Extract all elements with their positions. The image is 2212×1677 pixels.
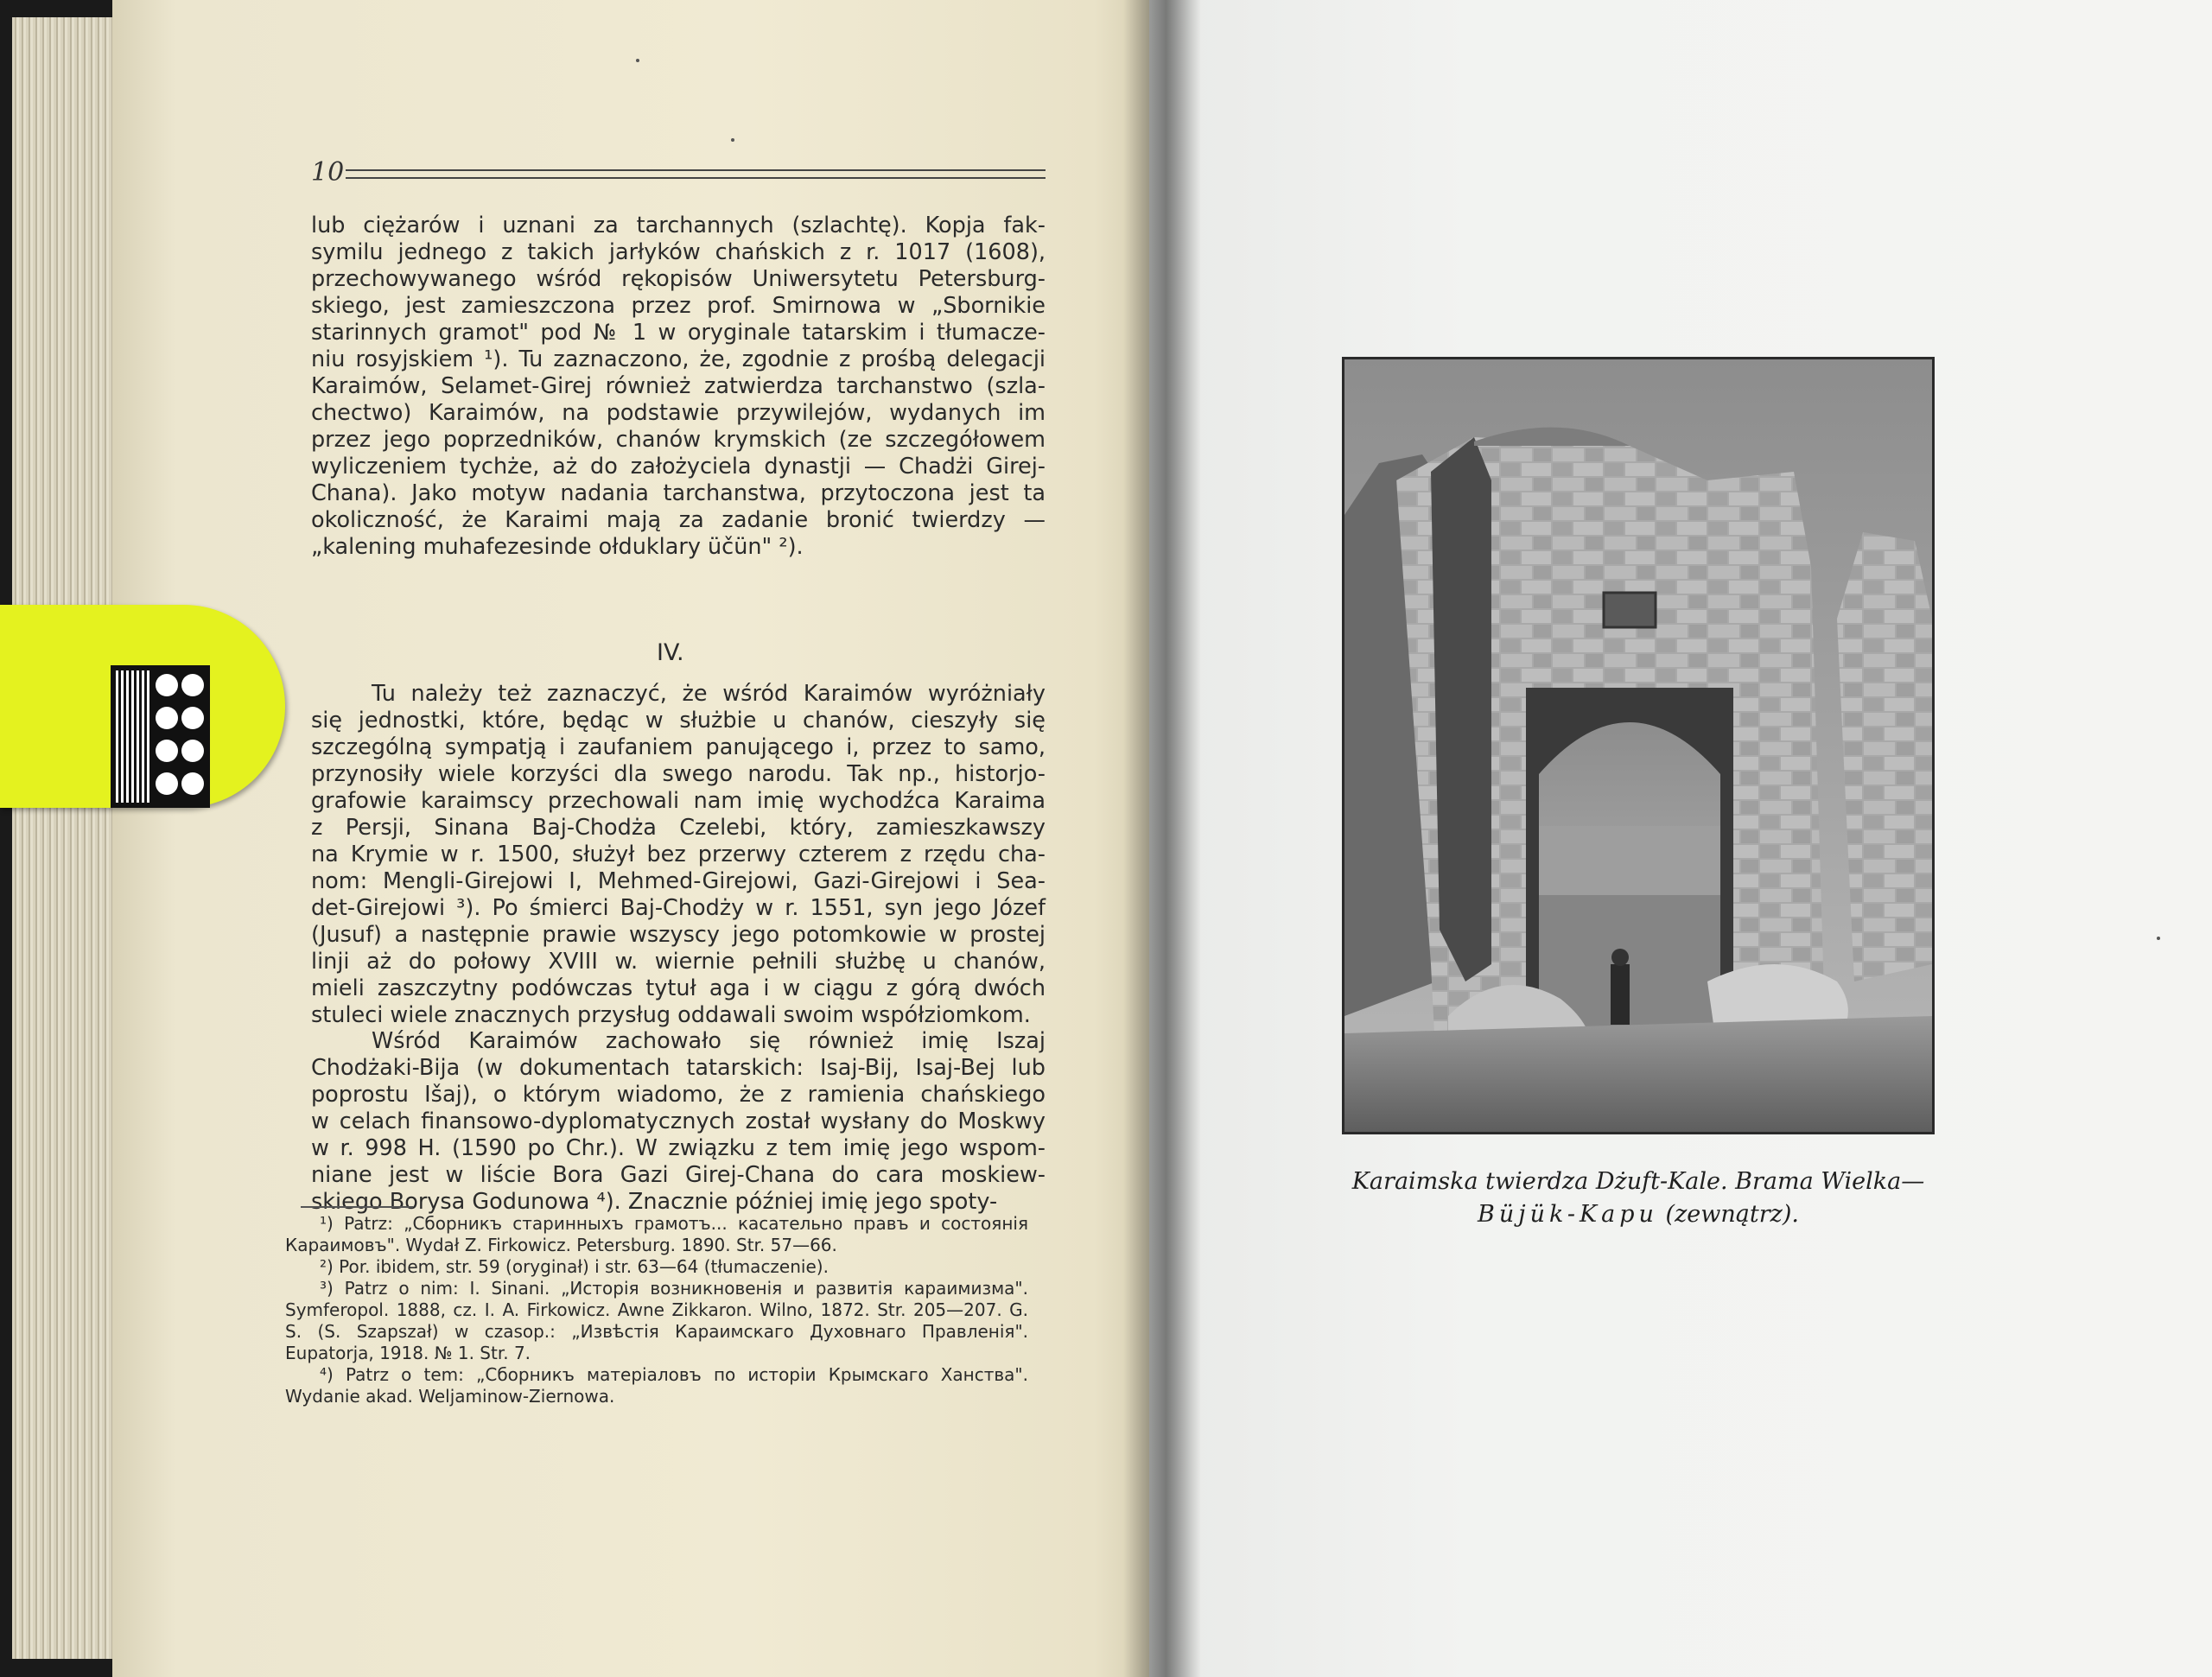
- text-line: grafowie karaimscy przechowali nam imię wychodźca Karaima: [311, 788, 1046, 814]
- text-line: stuleci wiele znacznych przysług oddawali swoim współziomkom.: [311, 1002, 1031, 1028]
- header-rule: [346, 169, 1046, 179]
- text-line: Wśród Karaimów zachowało się również imię Iszaj: [372, 1028, 1046, 1054]
- text-line: starinnych gramot" pod № 1 w oryginale tatarskim i tłumacze-: [311, 320, 1046, 346]
- text-line: Chodżaki-Bija (w dokumentach tatarskich: Isaj-Bij, Isaj-Bej lub: [311, 1055, 1046, 1081]
- text-line: przez jego poprzedników, chanów krymskich (ze szczegółowem: [311, 427, 1046, 453]
- paragraph-2: [311, 681, 1046, 1029]
- text-line: linji aż do połowy XVIII w. wiernie pełnili służbę u chanów,: [311, 949, 1046, 975]
- text-line: okoliczność, że Karaimi mają za zadanie bronić twierdzy —: [311, 507, 1046, 533]
- text-line: mieli zaszczytny podówczas tytuł aga i w ciągu z górą dwóch: [311, 975, 1046, 1001]
- text-line: poprostu Išaj), o którym wiadomo, że z ramienia chańskiego: [311, 1082, 1046, 1108]
- text-line: nom: Mengli-Girejowi I, Mehmed-Girejowi, Gazi-Girejowi i Sea-: [311, 868, 1046, 894]
- section-heading: IV.: [657, 639, 684, 666]
- footnote: ⁴) Patrz o tem: „Сборникъ матеріаловъ по исторіи Крымскаго Ханства". Wydanie akad. Weljaminow-Ziernowa.: [285, 1364, 1028, 1407]
- text-line: skiego Borysa Godunowa ⁴). Znacznie później imię jego spoty-: [311, 1189, 998, 1215]
- text-line: niane jest w liście Bora Gazi Girej-Chana do cara moskiew-: [311, 1162, 1046, 1188]
- paper-speck: [731, 138, 734, 142]
- text-line: symilu jednego z takich jarłyków chańskich z r. 1017 (1608),: [311, 239, 1046, 265]
- paragraph-3: [311, 1028, 1046, 1216]
- text-line: na Krymie w r. 1500, służył bez przerwy czterem z rzędu cha-: [311, 842, 1046, 867]
- bookmark-pattern: [111, 665, 210, 808]
- text-line: w celach finansowo-dyplomatycznych został wysłany do Moskwy: [311, 1108, 1046, 1134]
- fortress-gate-photo: [1344, 359, 1932, 1132]
- text-line: (Jusuf) a następnie prawie wszyscy jego potomkowie w prostej: [311, 922, 1046, 948]
- paragraph-1: [311, 213, 1046, 561]
- text-line: niu rosyjskiem ¹). Tu zaznaczono, że, zgodnie z prośbą delegacji: [311, 346, 1046, 372]
- footnotes: [285, 1213, 1028, 1407]
- text-line: z Persji, Sinana Baj-Chodża Czelebi, który, zamieszkawszy: [311, 815, 1046, 841]
- caption-note: (zewnątrz).: [1665, 1201, 1799, 1228]
- text-line: Tu należy też zaznaczyć, że wśród Karaimów wyróżniały: [372, 681, 1046, 707]
- book-gutter: [1123, 0, 1201, 1677]
- text-line: przechowywanego wśród rękopisów Uniwersytetu Petersburg-: [311, 266, 1046, 292]
- text-line: się jednostki, które, będąc w służbie u chanów, cieszyły się: [311, 708, 1046, 734]
- text-line: „kalening muhafezesinde ołduklary üčün" ²).: [311, 534, 804, 560]
- photo-plate: [1342, 357, 1935, 1134]
- text-line: szczególną sympatją i zaufaniem panującego i, przez to samo,: [311, 734, 1046, 760]
- footnote-rule: [301, 1206, 413, 1208]
- text-line: lub ciężarów i uznani za tarchannych (szlachtę). Kopja fak-: [311, 213, 1046, 238]
- footnote: ³) Patrz o nim: I. Sinani. „Исторія возникновенія и развитія караимизма". Symferopol. 1888, cz. I. A. Firkowicz. Awne Zikkaron. Wilno, 1872. Str. 205—207. G. S. (S. Szapszał) w czasop.: „Извѣстія Караимскаго Духовнаго Правленія". Eupatorja, 1918. № 1. Str. 7.: [285, 1278, 1028, 1363]
- footnote: ¹) Patrz: „Сборникъ старинныхъ грамотъ... касательно правъ и состоянія Караимовъ". Wydał Z. Firkowicz. Petersburg. 1890. Str. 57—66.: [285, 1213, 1028, 1255]
- text-line: wyliczeniem tychże, aż do założyciela dynastji — Chadżi Girej-: [311, 454, 1046, 480]
- text-line: det-Girejowi ³). Po śmierci Baj-Chodży w r. 1551, syn jego Józef: [311, 895, 1046, 921]
- text-line: Chana). Jako motyw nadania tarchanstwa, przytoczona jest ta: [311, 480, 1046, 506]
- caption-line-2: [1313, 1201, 1963, 1228]
- text-line: przynosiły wiele korzyści dla swego narodu. Tak np., historjo-: [311, 761, 1046, 787]
- footnote: ²) Por. ibidem, str. 59 (oryginał) i str. 63—64 (tłumaczenie).: [320, 1256, 829, 1277]
- caption-gate-name: Büjük-Kapu: [1478, 1201, 1658, 1228]
- text-line: chectwo) Karaimów, na podstawie przywilejów, wydanych im: [311, 400, 1046, 426]
- text-line: Karaimów, Selamet-Girej również zatwierdza tarchanstwo (szla-: [311, 373, 1046, 399]
- caption-line-1: Karaimska twierdza Dżuft-Kale. Brama Wielka—: [1351, 1168, 1925, 1195]
- text-line: skiego, jest zamieszczona przez prof. Smirnowa w „Sbornikie: [311, 293, 1046, 319]
- text-line: w r. 998 H. (1590 po Chr.). W związku z tem imię jego wspom-: [311, 1135, 1046, 1161]
- paper-speck: [2157, 937, 2160, 940]
- page-number: 10: [311, 157, 345, 187]
- paper-speck: [636, 59, 639, 62]
